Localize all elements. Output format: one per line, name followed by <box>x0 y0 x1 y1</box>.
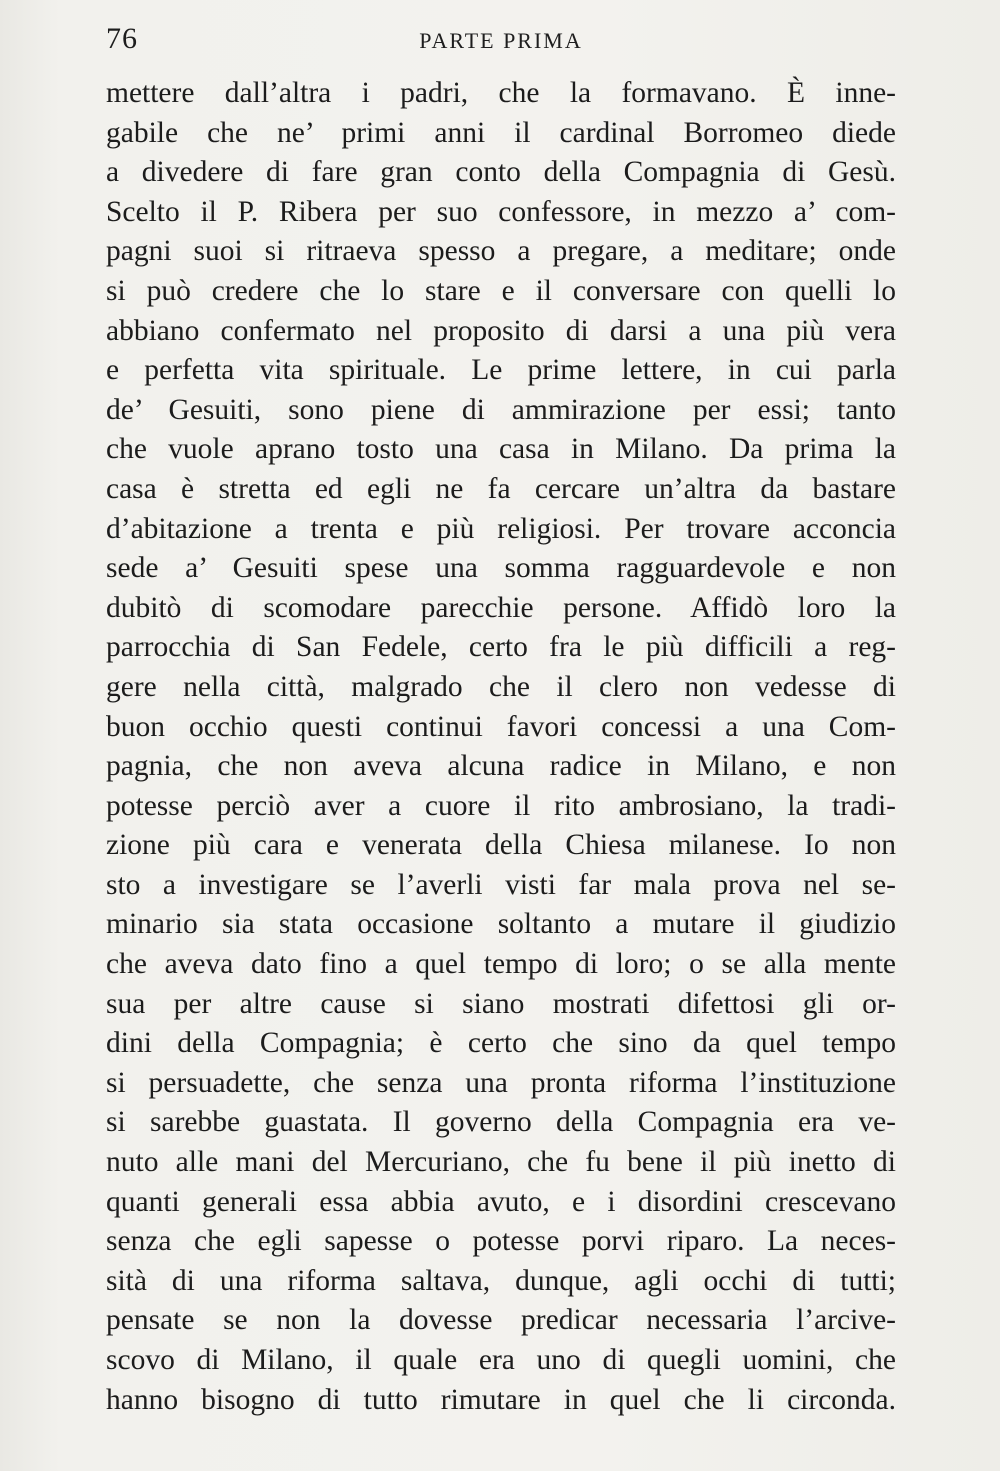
text-line: de’ Gesuiti, sono piene di ammirazione per essi; tanto <box>106 393 896 426</box>
text-line: gere nella città, malgrado che il clero non vedesse di <box>106 670 896 703</box>
body-text <box>106 74 896 1420</box>
text-line: scovo di Milano, il quale era uno di quegli uomini, che <box>106 1344 896 1376</box>
text-line: potesse perciò aver a cuore il rito ambrosiano, la tradi- <box>106 789 896 822</box>
text-line: hanno bisogno di tutto rimutare in quel che li circonda. <box>106 1383 896 1416</box>
text-line: si persuadette, che senza una pronta riforma l’instituzione <box>106 1066 896 1099</box>
text-line: parrocchia di San Fedele, certo fra le più difficili a reg- <box>106 631 896 664</box>
text-line: e perfetta vita spirituale. Le prime lettere, in cui parla <box>106 354 896 387</box>
text-line: dubitò di scomodare parecchie persone. Affidò loro la <box>106 591 896 624</box>
text-line: sto a investigare se l’averli visti far mala prova nel se- <box>106 868 896 901</box>
text-line: minario sia stata occasione soltanto a mutare il giudizio <box>106 908 896 941</box>
text-line: che vuole aprano tosto una casa in Milano. Da prima la <box>106 433 896 466</box>
text-line: pagnia, che non aveva alcuna radice in Milano, e non <box>106 750 896 783</box>
text-line: a divedere di fare gran conto della Compagnia di Gesù. <box>106 156 896 189</box>
text-line: si può credere che lo stare e il conversare con quelli lo <box>106 274 896 307</box>
text-line: pensate se non la dovesse predicar necessaria l’arcive- <box>106 1304 896 1337</box>
running-head: PARTE PRIMA <box>419 28 583 53</box>
text-line: zione più cara e venerata della Chiesa milanese. Io non <box>106 829 896 862</box>
text-line: quanti generali essa abbia avuto, e i disordini crescevano <box>106 1185 896 1218</box>
text-line: dini della Compagnia; è certo che sino da quel tempo <box>106 1027 896 1060</box>
page-number: 76 <box>106 22 138 55</box>
text-line: d’abitazione a trenta e più religiosi. Per trovare acconcia <box>106 512 896 545</box>
text-line: Scelto il P. Ribera per suo confessore, in mezzo a’ com- <box>106 195 896 228</box>
text-line: sità di una riforma saltava, dunque, agli occhi di tutti; <box>106 1264 896 1297</box>
text-line: sede a’ Gesuiti spese una somma ragguardevole e non <box>106 552 896 585</box>
text-line: senza che egli sapesse o potesse porvi riparo. La neces- <box>106 1225 896 1258</box>
text-line: si sarebbe guastata. Il governo della Compagnia era ve- <box>106 1106 896 1139</box>
text-line: che aveva dato fino a quel tempo di loro; o se alla mente <box>106 948 896 981</box>
text-line: buon occhio questi continui favori concessi a una Com- <box>106 710 896 743</box>
text-line: casa è stretta ed egli ne fa cercare un’altra da bastare <box>106 472 896 505</box>
text-line: abbiano confermato nel proposito di darsi a una più vera <box>106 314 896 347</box>
page-header <box>106 22 896 66</box>
text-line: pagni suoi si ritraeva spesso a pregare, a meditare; onde <box>106 235 896 268</box>
text-line: mettere dall’altra i padri, che la formavano. È inne- <box>106 77 896 109</box>
text-line: gabile che ne’ primi anni il cardinal Borromeo diede <box>106 116 896 149</box>
text-line: sua per altre cause si siano mostrati difettosi gli or- <box>106 987 896 1020</box>
text-line: nuto alle mani del Mercuriano, che fu bene il più inetto di <box>106 1146 896 1179</box>
